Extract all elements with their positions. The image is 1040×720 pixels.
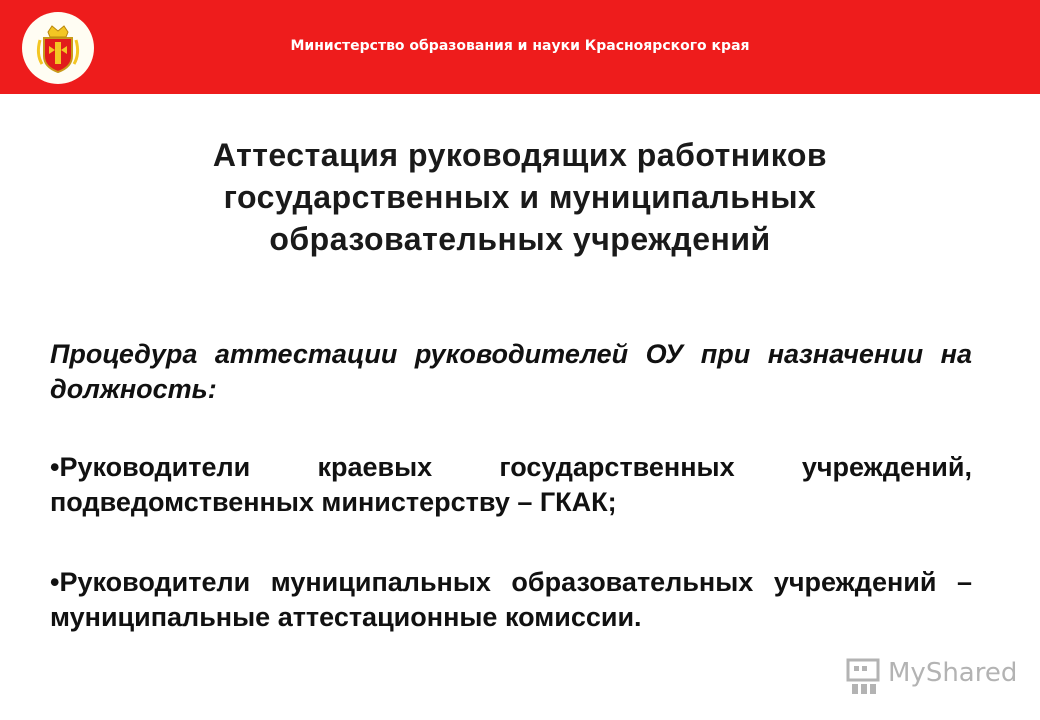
teacher-board-icon — [846, 656, 882, 696]
slide-title-line: Аттестация руководящих работников — [212, 137, 828, 173]
watermark-text: MyShared — [888, 658, 1018, 688]
procedure-intro: Процедура аттестации руководителей ОУ при назначении на должность: — [50, 339, 972, 404]
ministry-name: Министерство образования и науки Красноярского края — [290, 38, 750, 54]
slide-title-line: образовательных учреждений — [269, 221, 771, 257]
myshared-watermark — [846, 654, 1016, 696]
bullet-municipal-institutions: •Руководители муниципальных образовательных учреждений – муниципальные аттестационные комиссии. — [50, 567, 972, 632]
header-bar — [0, 0, 1040, 94]
bullet-regional-institutions: •Руководители краевых государственных учреждений, подведомственных министерству – ГКАК; — [50, 452, 972, 517]
slide-title — [60, 134, 980, 260]
slide-title-line: государственных и муниципальных — [223, 179, 817, 215]
